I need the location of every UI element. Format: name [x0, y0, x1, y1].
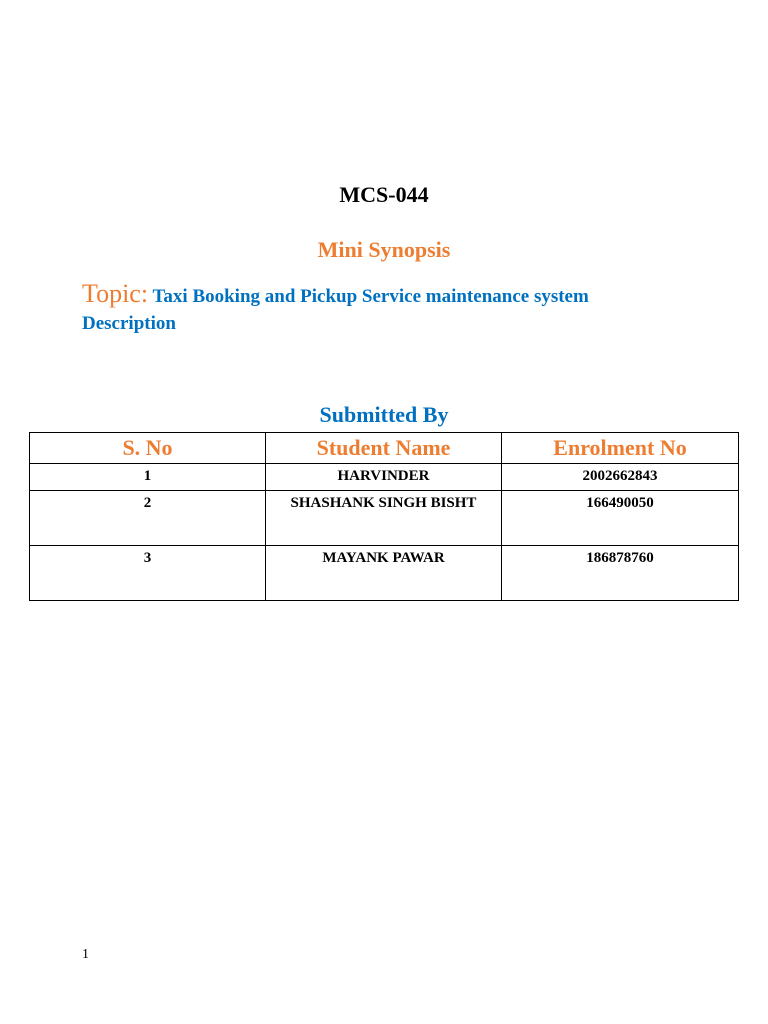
topic-label: Topic: [82, 279, 149, 308]
cell-sno: 1 [30, 464, 266, 491]
cell-enrolment-no: 2002662843 [502, 464, 739, 491]
table-header-row [30, 433, 739, 464]
cell-student-name: HARVINDER [266, 464, 502, 491]
page-number: 1 [82, 947, 89, 962]
topic-block [82, 280, 682, 337]
document-type-heading: Mini Synopsis [317, 237, 451, 262]
cell-enrolment-no: 166490050 [502, 491, 739, 546]
cell-sno: 2 [30, 491, 266, 546]
column-header-enrolment-no: Enrolment No [502, 433, 739, 464]
students-table [29, 432, 739, 601]
table-row [30, 491, 739, 546]
cell-student-name: SHASHANK SINGH BISHT [266, 491, 502, 546]
table-row [30, 464, 739, 491]
topic-text: Taxi Booking and Pickup Service maintenance system Description [82, 286, 589, 334]
cell-enrolment-no: 186878760 [502, 546, 739, 601]
column-header-student-name: Student Name [266, 433, 502, 464]
course-code: MCS-044 [339, 182, 429, 207]
column-header-sno: S. No [30, 433, 266, 464]
cell-sno: 3 [30, 546, 266, 601]
table-row [30, 546, 739, 601]
cell-student-name: MAYANK PAWAR [266, 546, 502, 601]
submitted-by-heading: Submitted By [319, 402, 449, 427]
